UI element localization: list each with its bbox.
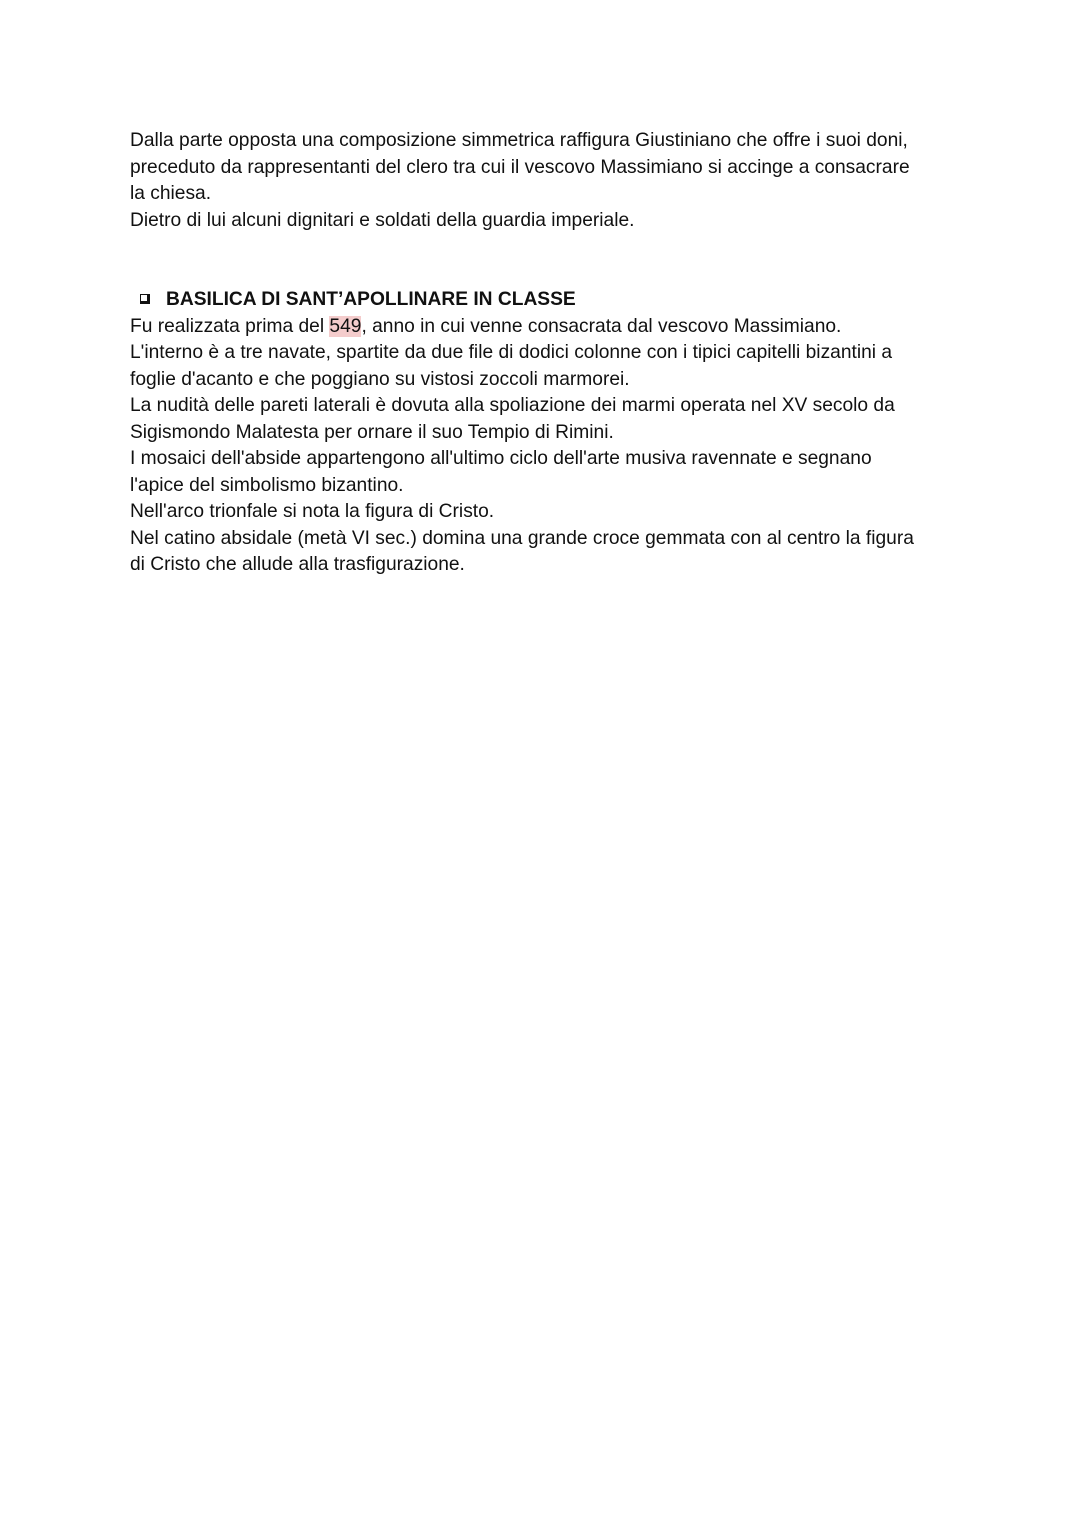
paragraph-giustiniano [130,128,960,234]
text-line: L'interno è a tre navate, spartite da due file di dodici colonne con i tipici capitelli bizantini a [130,342,893,363]
text-line-with-date [130,314,960,341]
checkbox-bullet-icon [140,294,150,304]
document-content [130,128,960,579]
text-line: la chiesa. [130,183,212,204]
text-line: La nudità delle pareti laterali è dovuta alla spoliazione dei marmi operata nel XV secolo da [130,395,895,416]
text-fragment: , anno in cui venne consacrata dal vescovo Massimiano. [361,315,842,337]
heading-text: BASILICA DI SANT’APOLLINARE IN CLASSE [166,289,576,310]
section-basilica [130,287,960,579]
text-line: di Cristo che allude alla trasfigurazione. [130,554,465,575]
text-fragment: Fu realizzata prima del [130,315,330,337]
text-line: Dalla parte opposta una composizione simmetrica raffigura Giustiniano che offre i suoi doni, [130,130,908,151]
highlighted-year: 549 [329,315,362,337]
text-line: foglie d'acanto e che poggiano su vistosi zoccoli marmorei. [130,368,630,390]
text-line: l'apice del simbolismo bizantino. [130,474,404,496]
section-heading [130,287,960,314]
text-line: Sigismondo Malatesta per ornare il suo Tempio di Rimini. [130,421,614,443]
text-line: Dietro di lui alcuni dignitari e soldati della guardia imperiale. [130,209,635,231]
text-line: preceduto da rappresentanti del clero tra cui il vescovo Massimiano si accinge a consacrare [130,156,910,178]
text-line: Nell'arco trionfale si nota la figura di Cristo. [130,501,495,522]
text-line: Nel catino absidale (metà VI sec.) domina una grande croce gemmata con al centro la figura [130,527,914,549]
section-spacer [130,234,960,287]
text-line: I mosaici dell'abside appartengono all'ultimo ciclo dell'arte musiva ravennate e segnano [130,448,872,469]
